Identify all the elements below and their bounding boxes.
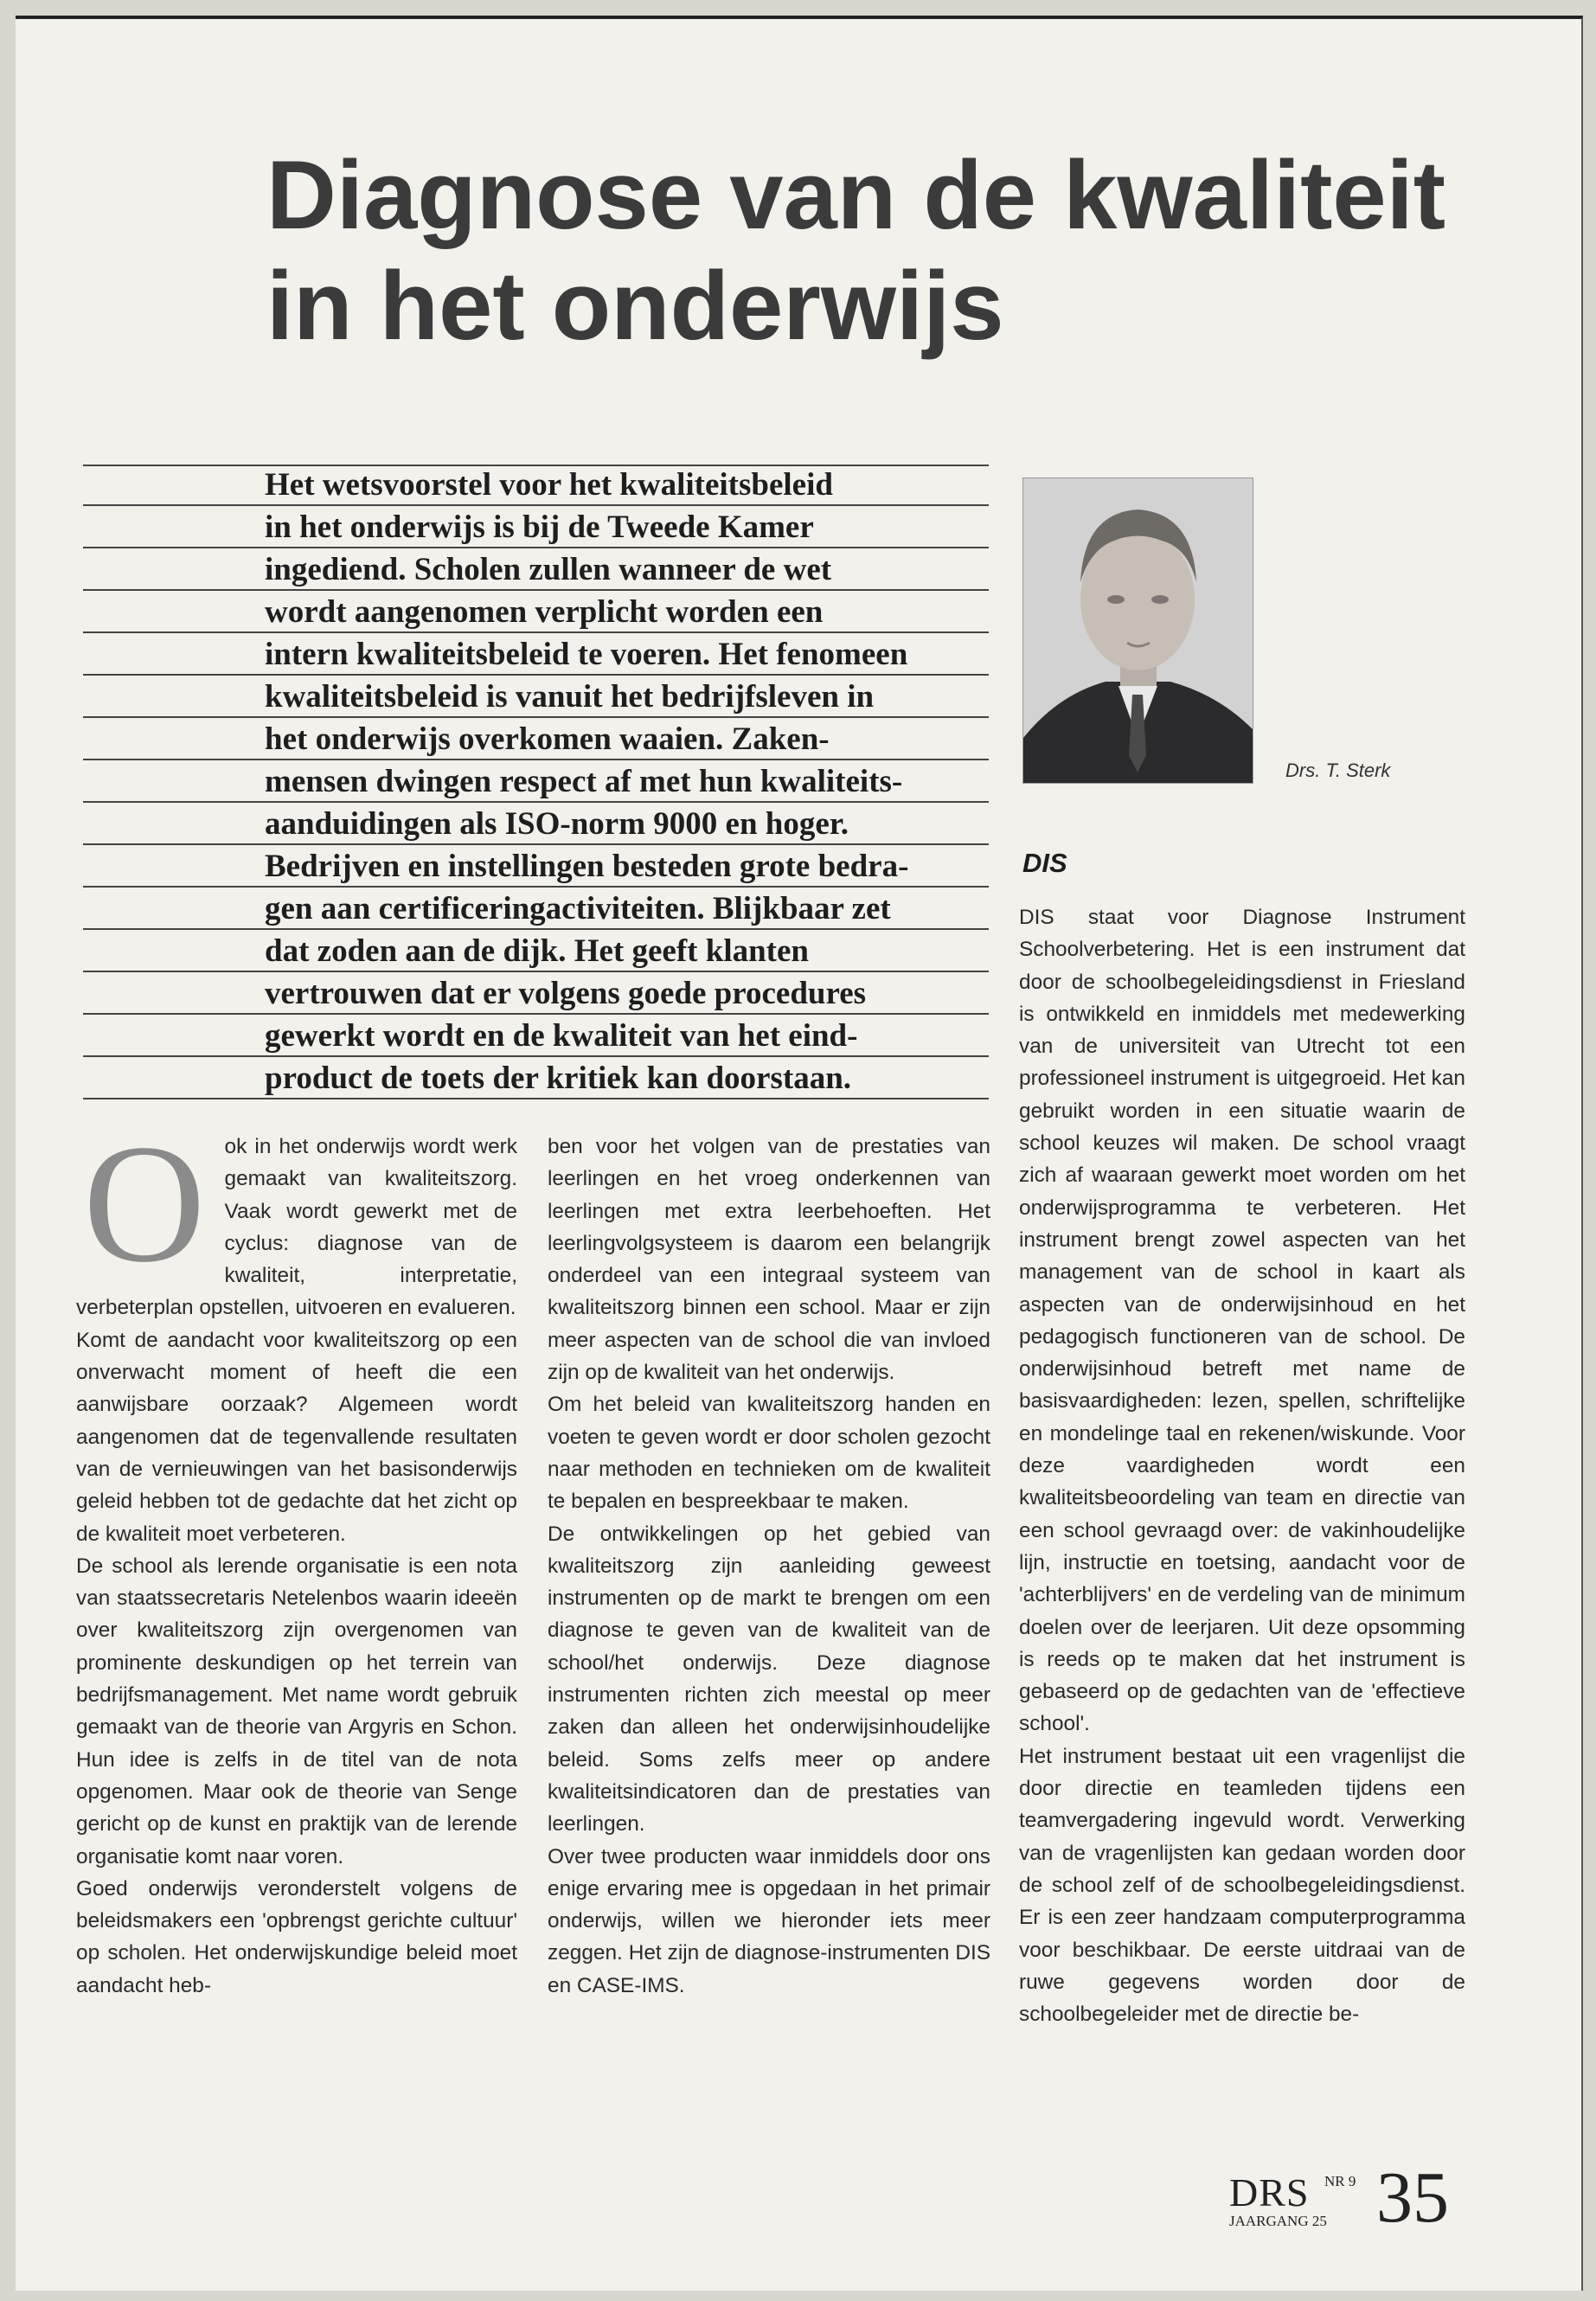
title-line-2: in het onderwijs [266,252,1004,360]
article-title [266,140,1477,362]
lead-line: product de toets der kritiek kan doorstaan. [83,1060,989,1099]
paragraph: Het instrument bestaat uit een vragenlijst die door directie en teamleden tijdens een teamvergadering ingevuld wordt. Verwerking van de vragenlijsten kan gedaan worden door de school zelf of de schoolbegeleidingsdienst. Er is een zeer handzaam computerprogramma voor beschikbaar. De eerste uitdraai van de ruwe gegevens worden door de schoolbegeleider met de directie be- [1019,1744,1465,2027]
page-number: 35 [1376,2157,1449,2238]
lead-line: kwaliteitsbeleid is vanuit het bedrijfsleven in [83,678,989,718]
paragraph: ok in het onderwijs wordt werk gemaakt van kwaliteitszorg. Vaak wordt gewerkt met de cyclus: diagnose van de kwaliteit, interpretatie, verbeterplan opstellen, uitvoeren en evalueren. [76,1135,517,1320]
volume-label: JAARGANG 25 [1229,2213,1327,2229]
paragraph: DIS staat voor Diagnose Instrument Schoolverbetering. Het is een instrument dat door de schoolbegeleidingsdienst in Friesland is ontwikkeld en inmiddels met medewerking van de universiteit van Utrecht tot een professioneel instrument is uitgegroeid. Het kan gebruikt worden in een situatie waarin de school keuzes wil maken. De school vraagt zich af waaraan gewerkt moet worden om het onderwijsprogramma te verbeteren. Het instrument brengt zowel aspecten van het management van de school in kaart als aspecten van de onderwijsinhoud en het pedagogisch functioneren van de school. De onderwijsinhoud betreft met name de basisvaardigheden: lezen, spellen, schriftelijke en mondelinge taal en rekenen/wiskunde. Voor deze vaardigheden wordt een kwaliteitsbeoordeling van team en directie van een school gevraagd over: de vakinhoudelijke lijn, instructie en toetsing, aandacht voor de 'achterblijvers' en de verdeling van de minimum doelen over de leerjaren. Uit deze opsomming is reeds op te maken dat het instrument is gebaseerd op de gedachten van de 'effectieve school'. [1019,906,1465,1736]
issue-number: NR 9 [1324,2173,1356,2189]
lead-line: intern kwaliteitsbeleid te voeren. Het fenomeen [83,636,989,676]
portrait-image [1023,478,1253,783]
paragraph: Over twee producten waar inmiddels door ons enige ervaring mee is opgedaan in het primair onderwijs, willen we hieronder iets meer zeggen. Het zijn de diagnose-instrumenten DIS en CASE-IMS. [548,1844,990,1997]
article-column-1 [76,1110,517,2002]
paragraph: Om het beleid van kwaliteitszorg handen en voeten te geven wordt er door scholen gezocht naar methoden en technieken om de kwaliteit te bepalen en bespreekbaar te maken. [548,1393,990,1514]
magazine-page [16,16,1583,2291]
lead-line: aanduidingen als ISO-norm 9000 en hoger. [83,805,989,845]
article-column-3 [1019,901,1465,2030]
magazine-name: DRS [1229,2170,1310,2214]
title-line-1: Diagnose van de kwaliteit [266,141,1446,249]
lead-line: dat zoden aan de dijk. Het geeft klanten [83,933,989,972]
lead-line: wordt aangenomen verplicht worden een [83,593,989,633]
paragraph: Goed onderwijs veronderstelt volgens de beleidsmakers een 'opbrengst gerichte cultuur' op scholen. Het onderwijskundige beleid moet aandacht heb- [76,1876,517,1997]
lead-line: Het wetsvoorstel voor het kwaliteitsbeleid [83,465,989,506]
photo-caption: Drs. T. Sterk [1285,760,1391,781]
author-photo [1022,478,1253,784]
lead-line: ingediend. Scholen zullen wanneer de wet [83,551,989,591]
lead-line: mensen dwingen respect af met hun kwaliteits- [83,763,989,803]
article-column-2 [548,1131,990,2002]
paragraph: ben voor het volgen van de prestaties van leerlingen en het vroeg onderkennen van leerlingen met extra leerbehoeften. Het leerlingvolgsysteem is daarom een belangrijk onderdeel van een integraal systeem van kwaliteitszorg binnen een school. Maar er zijn meer aspecten van de school die van invloed zijn op de kwaliteit van het onderwijs. [548,1135,990,1385]
lead-line: gen aan certificeringactiviteiten. Blijkbaar zet [83,890,989,930]
lead-line: Bedrijven en instellingen besteden grote bedra- [83,848,989,888]
lead-line: het onderwijs overkomen waaien. Zaken- [83,721,989,760]
page-footer [1229,2157,1489,2242]
lead-paragraph [83,462,989,1099]
section-heading-dis: DIS [1022,848,1067,878]
lead-line: in het onderwijs is bij de Tweede Kamer [83,509,989,548]
dropcap: O [83,1110,206,1298]
lead-line: gewerkt wordt en de kwaliteit van het eind- [83,1017,989,1057]
lead-line: vertrouwen dat er volgens goede procedures [83,975,989,1015]
paragraph: De school als lerende organisatie is een nota van staatssecretaris Netelenbos waarin ideeën over kwaliteitszorg zijn overgenomen van prominente deskundigen op het terrein van bedrijfsmanagement. Met name wordt gebruik gemaakt van de theorie van Argyris en Schon. Hun idee is zelfs in de titel van de nota opgenomen. Maar ook de theorie van Senge gericht op de kunst en praktijk van de lerende organisatie komt naar voren. [76,1554,517,1868]
paragraph: Komt de aandacht voor kwaliteitszorg op een onverwacht moment of heeft die een aanwijsbare oorzaak? Algemeen wordt aangenomen dat de tegenvallende resultaten van de vernieuwingen van het basisonderwijs geleid hebben tot de gedachte dat het zicht op de kwaliteit moet verbeteren. [76,1328,517,1546]
paragraph: De ontwikkelingen op het gebied van kwaliteitszorg zijn aanleiding geweest instrumenten op de markt te brengen om een diagnose te geven van de kwaliteit van de school/het onderwijs. Deze diagnose instrumenten richten zich meestal op meer zaken dan alleen het onderwijsinhoudelijke beleid. Soms zelfs meer op andere kwaliteitsindicatoren dan de prestaties van leerlingen. [548,1522,990,1836]
